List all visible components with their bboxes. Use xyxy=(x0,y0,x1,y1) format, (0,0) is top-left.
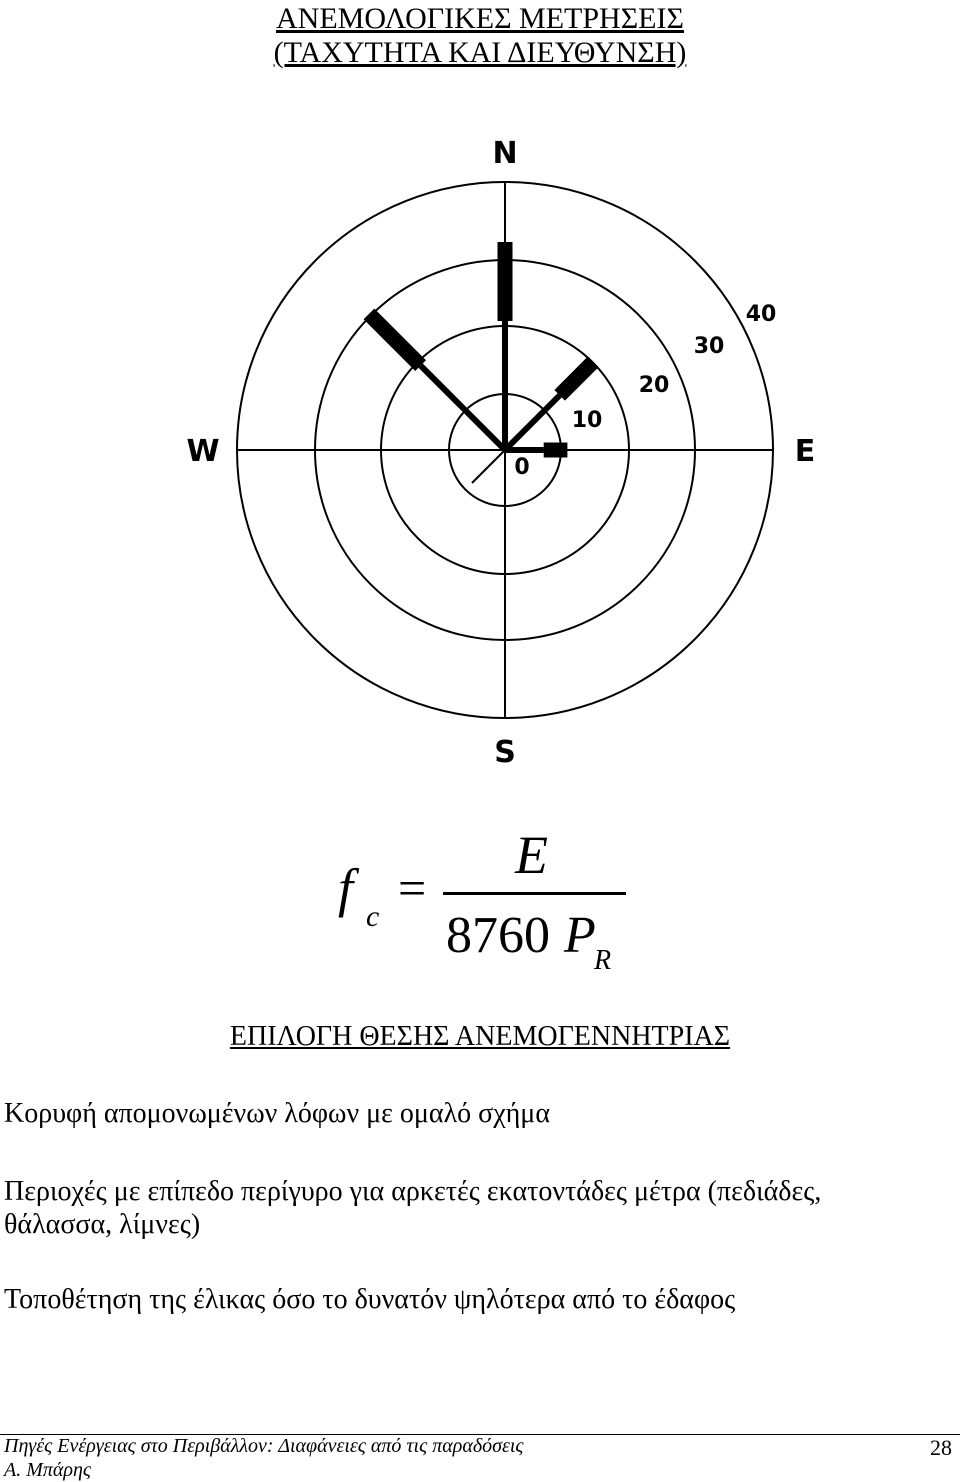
formula-sub-c: c xyxy=(366,900,380,933)
page-number: 28 xyxy=(930,1435,952,1460)
page-title: ΑΝΕΜΟΛΟΓΙΚΕΣ ΜΕΤΡΗΣΕΙΣ xyxy=(276,2,684,35)
formula-f: f xyxy=(338,858,354,918)
formula-numerator: E xyxy=(515,825,548,885)
ring-label-30: 30 xyxy=(693,334,725,359)
paragraph-rotor-height: Τοποθέτηση της έλικας όσο το δυνατόν ψηλότερα από το έδαφος xyxy=(4,1284,736,1315)
rose-bar-n-head xyxy=(498,242,513,321)
dir-west: W xyxy=(186,434,220,469)
rose-bar-nw-head xyxy=(364,309,426,371)
ring-label-10: 10 xyxy=(571,408,603,433)
dir-south: S xyxy=(494,735,516,770)
rose-bar-nw-stem xyxy=(419,364,508,453)
rose-bar-e-head xyxy=(544,443,568,458)
paragraph-flat-areas-line1: Περιοχές με επίπεδο περίγυρο για αρκετές εκατοντάδες μέτρα (πεδιάδες, xyxy=(4,1176,822,1207)
rose-bars xyxy=(364,242,599,458)
rose-bar-e-stem xyxy=(505,447,544,453)
rose-bar-ne-head xyxy=(554,356,598,400)
ring-label-40: 40 xyxy=(745,302,777,327)
rose-bar-n-stem xyxy=(502,321,508,450)
footer-course-title: Πηγές Ενέργειας στο Περιβάλλον: Διαφάνειες από τις παραδόσεις xyxy=(4,1435,524,1457)
formula-denominator-sub: R xyxy=(594,945,612,976)
ring-label-20: 20 xyxy=(638,373,670,398)
page-subtitle: (ΤΑΧΥΤΗΤΑ ΚΑΙ ΔΙΕΥΘΥΝΣΗ) xyxy=(273,36,687,69)
formula-equals: = xyxy=(398,860,427,916)
paragraph-hilltops: Κορυφή απομονωμένων λόφων με ομαλό σχήμα xyxy=(4,1098,550,1129)
footer-author: Α. Μπάρης xyxy=(4,1459,92,1481)
formula-fraction-bar xyxy=(443,892,626,895)
section-heading: ΕΠΙΛΟΓΗ ΘΕΣΗΣ ΑΝΕΜΟΓΕΝΝΗΤΡΙΑΣ xyxy=(229,1021,731,1052)
wind-rose xyxy=(0,120,960,780)
dir-east: E xyxy=(794,434,816,469)
formula-denominator-var: P xyxy=(564,907,596,964)
formula-denominator-number: 8760 xyxy=(446,907,550,964)
dir-north: N xyxy=(492,136,518,171)
ring-label-0: 0 xyxy=(514,455,530,480)
paragraph-flat-areas-line2: θάλασσα, λίμνες) xyxy=(4,1209,201,1240)
